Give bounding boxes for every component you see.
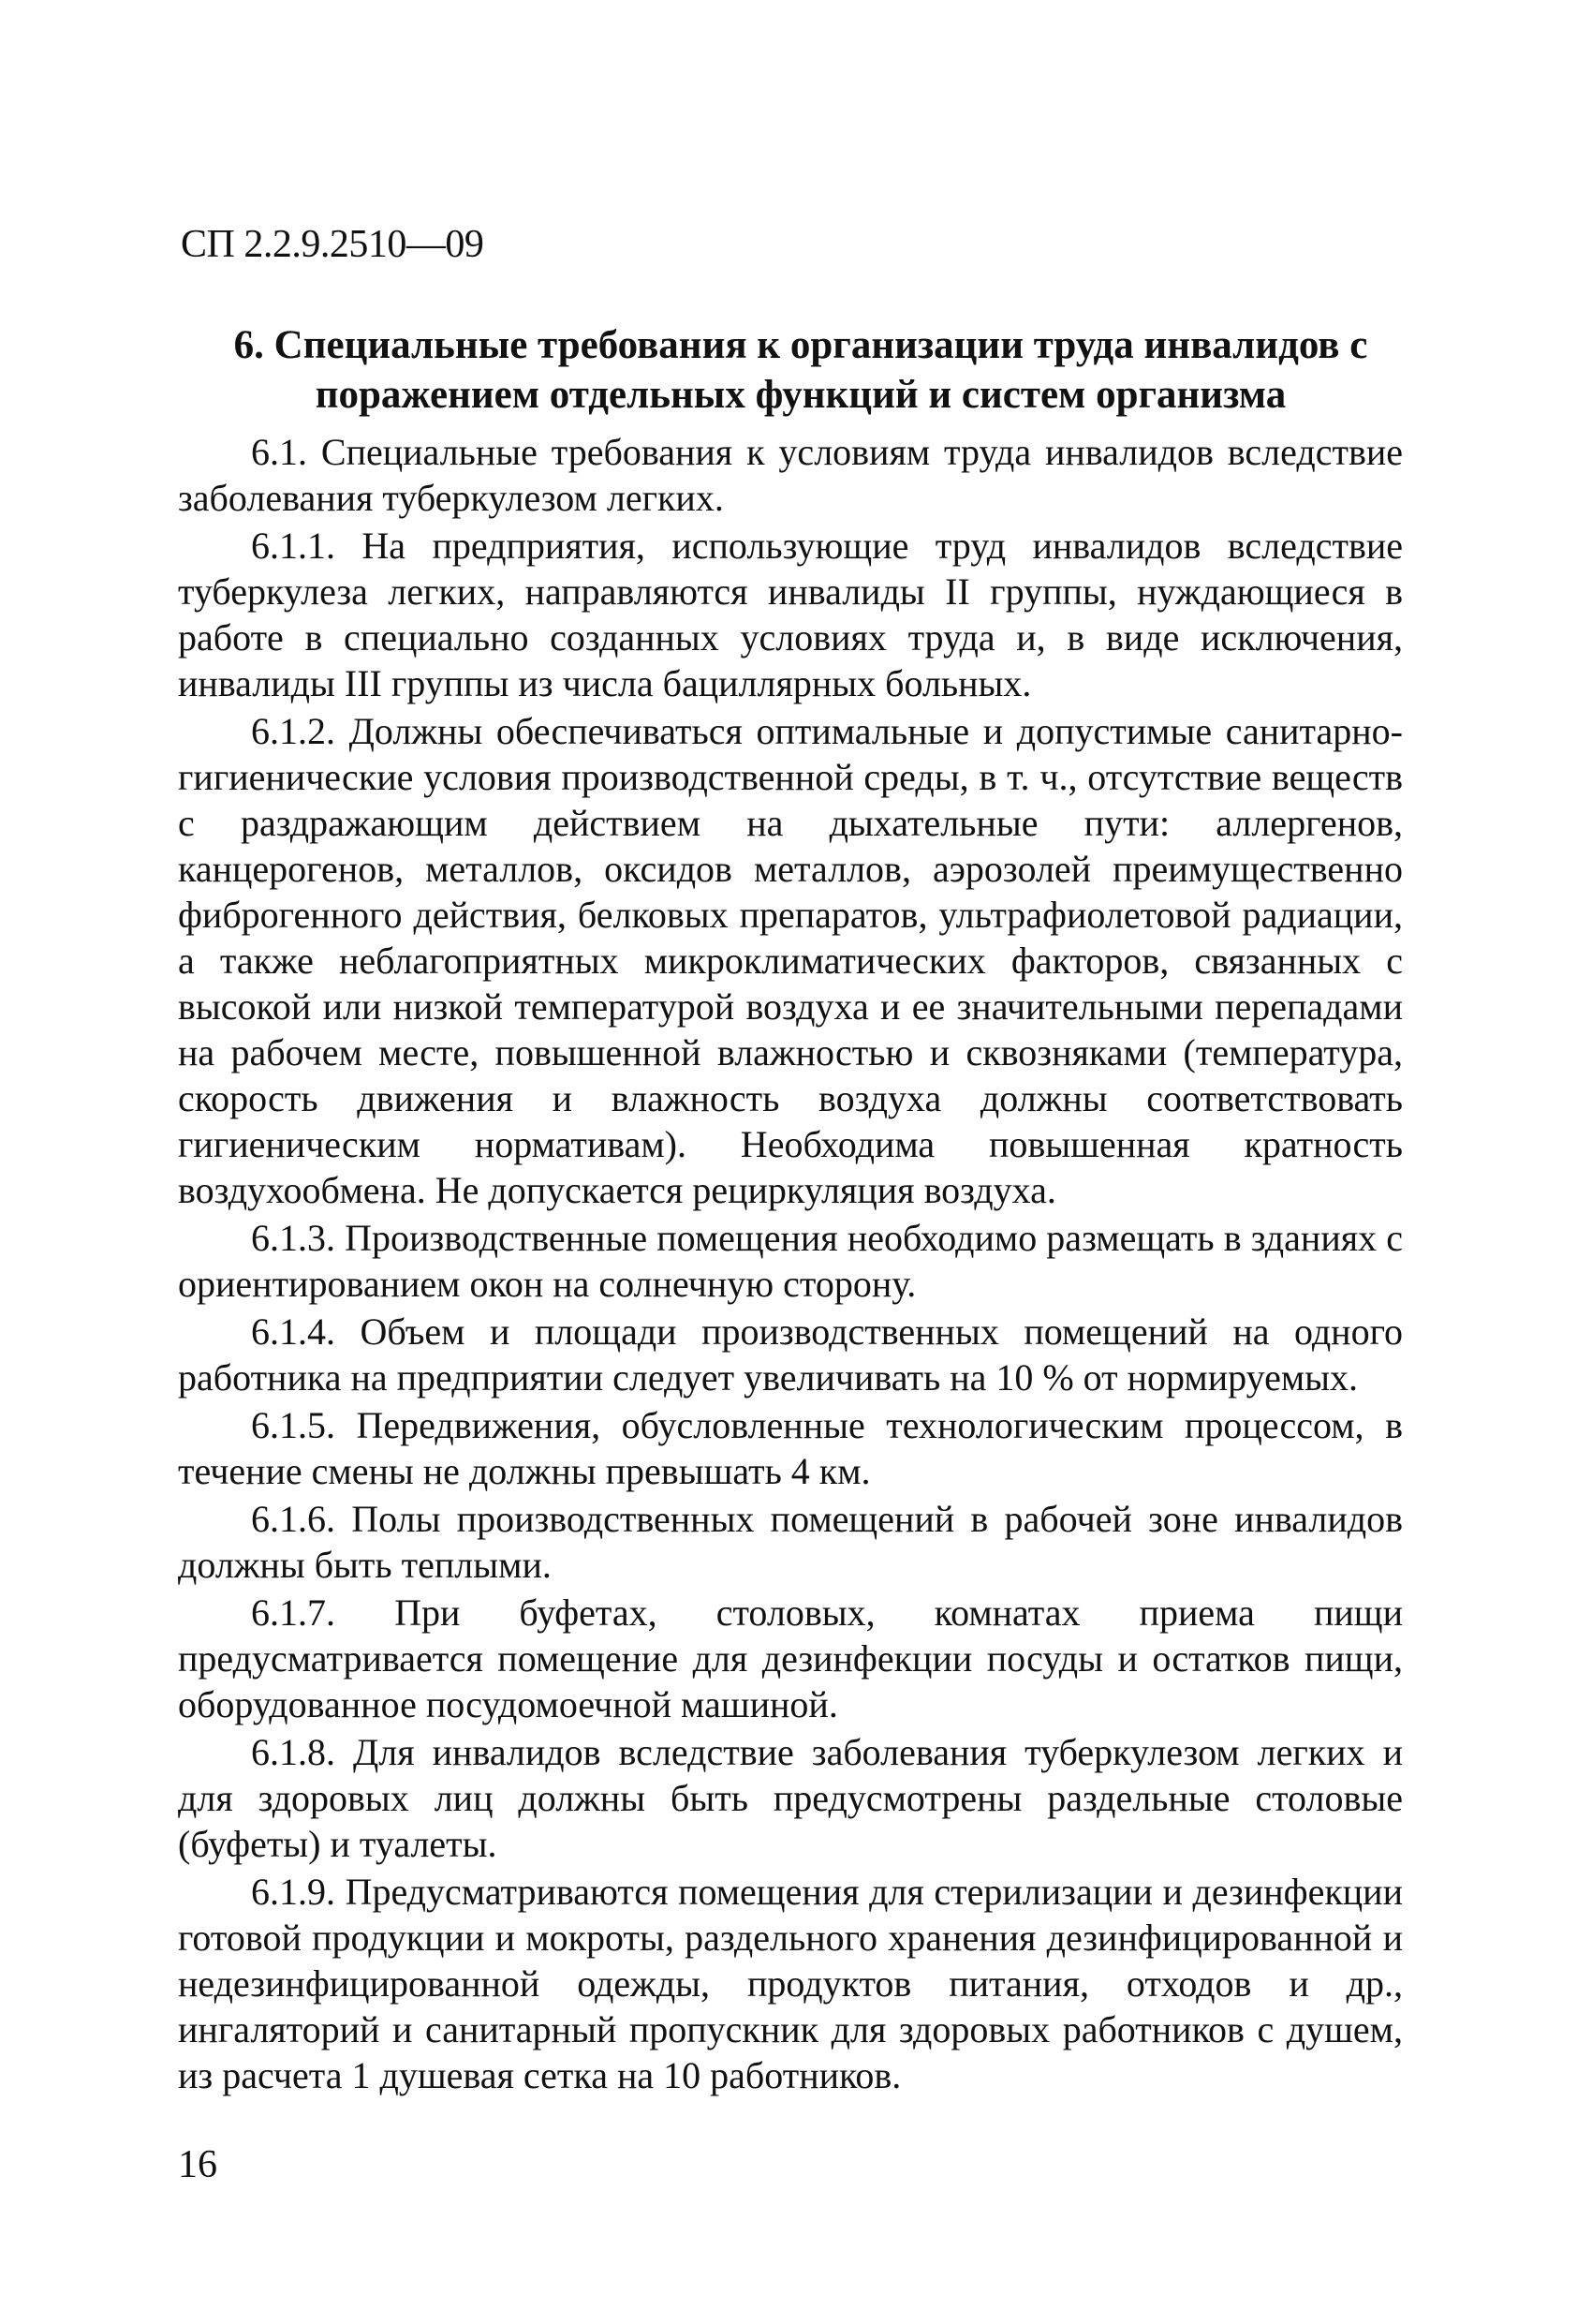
paragraph-6-1-4: 6.1.4. Объем и площади производственных помещений на одного работника на предприятии следует увеличивать на 10 % от нормируемых. xyxy=(178,1310,1403,1399)
paragraph-6-1-3: 6.1.3. Производственные помещения необходимо размещать в зданиях с ориентированием окон на солнечную сторону. xyxy=(178,1217,1403,1305)
document-code: СП 2.2.9.2510—09 xyxy=(181,223,484,266)
paragraph-6-1-1: 6.1.1. На предприятия, использующие труд инвалидов вследствие туберкулеза легких, направляются инвалиды II группы, нуждающиеся в работе в специально созданных условиях труда и, в виде исключения, инвалиды III группы из числа бациллярных больных. xyxy=(178,525,1403,704)
body-text xyxy=(178,429,1403,2100)
paragraph-6-1-5: 6.1.5. Передвижения, обусловленные технологическим процессом, в течение смены не должны превышать 4 км. xyxy=(178,1404,1403,1492)
section-heading: 6. Специальные требования к организации труда инвалидов с поражением отдельных функций и систем организма xyxy=(233,323,1368,417)
page-number: 16 xyxy=(178,2143,217,2186)
paragraph-6-1: 6.1. Специальные требования к условиям труда инвалидов вследствие заболевания туберкулезом легких. xyxy=(178,431,1403,519)
paragraph-6-1-9: 6.1.9. Предусматриваются помещения для стерилизации и дезинфекции готовой продукции и мокроты, раздельного хранения дезинфицированной и недезинфицированной одежды, продуктов питания, отходов и др., ингаляторий и санитарный пропускник для здоровых работников с душем, из расчета 1 душевая сетка на 10 работников. xyxy=(178,1871,1403,2096)
paragraph-6-1-7: 6.1.7. При буфетах, столовых, комнатах приема пищи предусматривается помещение для дезинфекции посуды и остатков пищи, оборудованное посудомоечной машиной. xyxy=(178,1591,1403,1725)
paragraph-6-1-6: 6.1.6. Полы производственных помещений в рабочей зоне инвалидов должны быть теплыми. xyxy=(178,1498,1403,1586)
paragraph-6-1-8: 6.1.8. Для инвалидов вследствие заболевания туберкулезом легких и для здоровых лиц должны быть предусмотрены раздельные столовые (буфеты) и туалеты. xyxy=(178,1731,1403,1865)
paragraph-6-1-2: 6.1.2. Должны обеспечиваться оптимальные и допустимые санитарно-гигиенические условия производственной среды, в т. ч., отсутствие веществ с раздражающим действием на дыхательные пути: аллергенов, канцерогенов, металлов, оксидов металлов, аэрозолей преимущественно фиброгенного действия, белковых препаратов, ультрафиолетовой радиации, а также неблагоприятных микроклиматических факторов, связанных с высокой или низкой температурой воздуха и ее значительными перепадами на рабочем месте, повышенной влажностью и сквозняками (температура, скорость движения и влажность воздуха должны соответствовать гигиеническим нормативам). Необходима повышенная кратность воздухообмена. Не допускается рециркуляция воздуха. xyxy=(178,710,1403,1211)
